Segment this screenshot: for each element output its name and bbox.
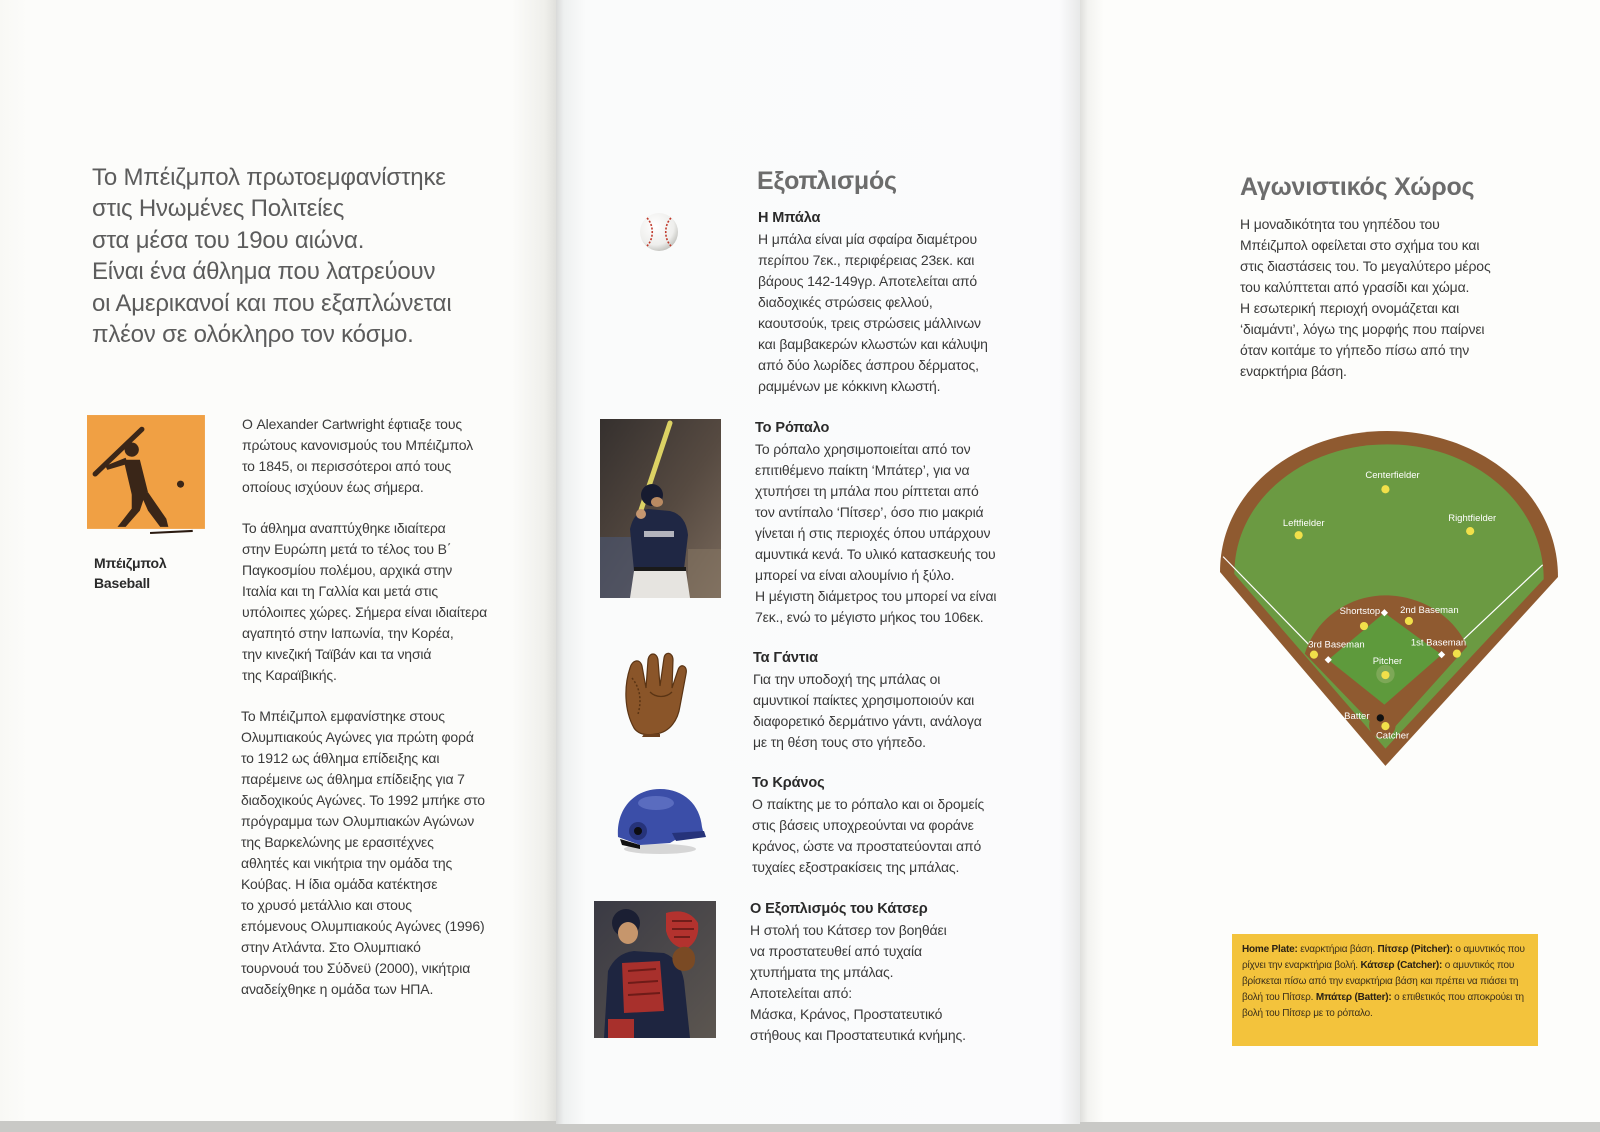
position-label-third-baseman: 3rd Baseman	[1308, 639, 1365, 651]
position-dot-rightfielder	[1466, 527, 1474, 535]
position-label-rightfielder: Rightfielder	[1448, 512, 1497, 524]
batter-hands	[636, 509, 646, 519]
position-label-batter: Batter	[1344, 710, 1370, 722]
equipment-heading: Το Ρόπαλο	[755, 420, 830, 436]
equipment-text: Για την υποδοχή της μπάλας οι αμυντικοί παίκτες χρησιμοποιούν και διαφορετικό δερμάτινο γάντι, ανάλογα με τη θέση τους στο γήπεδο.	[753, 671, 982, 750]
history-paragraph-2: Το άθλημα αναπτύχθηκε ιδιαίτερα στην Ευρώπη μετά το τέλος του Β΄ Παγκοσμίου πολέμου, αρχικά στην Ιταλία και τη Γαλλία και μετά στις υπόλοιπες χώρες. Σήμερα είναι ιδιαίτερα αγαπητό στην Ιαπωνία, την Κορέα, την κινεζική Ταϊβάν και τα νησιά της Καραϊβικής.	[242, 520, 488, 683]
legend-definition: εναρκτήρια βάση.	[1300, 944, 1375, 955]
history-paragraph-3: Το Μπέιζμπολ εμφανίστηκε στους Ολυμπιακούς Αγώνες για πρώτη φορά το 1912 ως άθλημα επίδειξης και παρέμεινε ως άθλημα επίδειξης για 7 διαδοχικούς Αγώνες. Το 1992 μπήκε στο πρόγραμμα των Ολυμπιακών Αγώνων της Βαρκελώνης με ερασιτέχνες αθλητές και νικήτρια την ομάδα της Κούβας. Η ίδια ομάδα κατέκτησε το χρυσό μετάλλιο και στους επόμενους Ολυμπιακούς Αγώνες (1996) στην Ατλάντα. Στο Ολυμπιακό τουρνουά του Σύδνεϋ (2000), νικήτρια αναδείχθηκε η ομάδα των ΗΠΑ.	[241, 708, 485, 997]
equipment-heading: Η Μπάλα	[758, 210, 821, 226]
pictogram-head	[125, 442, 139, 456]
history-paragraph-1: Ο Alexander Cartwright έφτιαξε τους πρώτους κανονισμούς του Μπέιζμπολ το 1845, οι περισσότεροι από τους οποίους ισχύουν έως σήμερα.	[242, 416, 473, 495]
batter-face	[651, 497, 663, 507]
position-label-shortstop: Shortstop	[1339, 605, 1381, 617]
baseball-field-diagram	[1219, 429, 1559, 769]
position-dot-centerfielder	[1381, 485, 1389, 493]
shin-guard	[608, 1019, 634, 1038]
pictogram-base-line	[150, 531, 193, 533]
helmet-highlight	[638, 796, 674, 810]
helmet-icon	[610, 781, 707, 859]
equipment-item-catcher-gear	[750, 899, 966, 1046]
position-dot-leftfielder	[1295, 531, 1303, 539]
field-description: Η μοναδικότητα του γηπέδου του Μπέιζμπολ οφείλεται στο σχήμα του και στις διαστάσεις του. Το μεγαλύτερο μέρος του καλύπτεται από γρασίδι και χώμα. Η εσωτερική περιοχή ονομάζεται και ‘διαμάντι’, λόγω της μορφής που παίρνει όταν κοιτάμε το γήπεδο πίσω από την εναρκτήρια βάση.	[1240, 216, 1491, 379]
position-dot-pitcher	[1381, 671, 1389, 679]
baseball-batter-pictogram-icon	[87, 413, 209, 535]
legend-term: Πίτσερ (Pitcher):	[1377, 944, 1453, 955]
glove-icon	[620, 648, 694, 737]
glove-wrist	[642, 734, 660, 737]
catcher-photo	[594, 901, 716, 1038]
position-label-first-baseman: 1st Baseman	[1410, 637, 1467, 649]
chest-protector	[622, 961, 664, 1013]
catcher-face	[618, 922, 638, 944]
position-label-leftfielder: Leftfielder	[1282, 517, 1325, 529]
position-label-centerfielder: Centerfielder	[1365, 470, 1420, 482]
position-dot-shortstop	[1360, 622, 1368, 630]
equipment-text: Η μπάλα είναι μία σφαίρα διαμέτρου περίπου 7εκ., περιφέρειας 23εκ. και βάρους 142-149γρ. Αποτελείται από διαδοχικές στρώσεις φελλού, καουτσούκ, τρεις στρώσεις μάλλινων και βαμβακερών κλωστών και κάλυψη από δύο λωρίδες άσπρου δέρματος, ραμμένων με κόκκινη κλωστή.	[758, 231, 988, 394]
position-label-pitcher: Pitcher	[1372, 655, 1403, 667]
baseball-ball-icon	[638, 211, 680, 253]
field-legend-box	[1232, 934, 1538, 1046]
position-dot-catcher	[1381, 722, 1389, 730]
position-label-second-baseman: 2nd Baseman	[1400, 604, 1459, 616]
equipment-item-bat	[755, 418, 996, 628]
intro-text: Το Μπέιζμπολ πρωτοεμφανίστηκε στις Ηνωμένες Πολιτείες στα μέσα του 19ου αιώνα. Είναι ένα άθλημα που λατρεύουν οι Αμερικανοί και που εξαπλώνεται πλέον σε ολόκληρο τον κόσμο.	[92, 164, 452, 349]
legend-term: Κάτσερ (Catcher):	[1360, 960, 1443, 971]
equipment-title: Εξοπλισμός	[757, 167, 897, 195]
photo-stands	[688, 549, 721, 598]
position-dot-batter	[1377, 714, 1384, 721]
position-dot-second-baseman	[1405, 617, 1413, 625]
equipment-item-ball	[758, 208, 988, 397]
batter-belt	[634, 567, 686, 571]
position-dot-first-baseman	[1453, 650, 1461, 658]
batter-pants	[630, 571, 690, 598]
photo-stands	[600, 537, 636, 598]
equipment-heading: Τα Γάντια	[753, 650, 818, 666]
legend-definition: ο αμυντικός που βρίσκεται πίσω από την εναρκτήρια βάση και πρέπει να πιάσει τη βολή του Πίτσερ.	[1242, 960, 1519, 1003]
helmet-ear-hole	[634, 827, 642, 835]
ball-body	[640, 213, 678, 251]
pictogram-label	[94, 553, 166, 593]
legend-term: Μπάτερ (Batter):	[1315, 992, 1392, 1003]
equipment-text: Το ρόπαλο χρησιμοποιείται από τον επιτιθέμενο παίκτη ‘Μπάτερ’, για να χτυπήσει τη μπάλα που ρίπτεται από τον αντίπαλο ‘Πίτσερ’, όσο πιο μακριά γίνεται ή στις περιοχές όπου υπάρχουν αμυντικά κενά. Το υλικό κατασκευής του μπορεί να είναι αλουμίνιο ή ξύλο. Η μέγιστη διάμετρος του μπορεί να είναι 7εκ., ενώ το μέγιστο μήκος του 106εκ.	[755, 441, 997, 625]
pictogram-ball	[177, 481, 184, 488]
position-label-catcher: Catcher	[1375, 730, 1410, 742]
legend-definition: ο αμυντικός που ρίχνει την εναρκτήρια βολή.	[1242, 944, 1525, 971]
equipment-text: Η στολή του Κάτσερ τον βοηθάει να προστατευθεί από τυχαία χτυπήματα της μπάλας. Αποτελείται από: Μάσκα, Κράνος, Προστατευτικό στήθους και Προστατευτικά κνήμης.	[750, 922, 966, 1043]
batter-photo	[600, 419, 721, 598]
glove-body	[626, 653, 686, 734]
equipment-text: Ο παίκτης με το ρόπαλο και οι δρομείς στις βάσεις υποχρεούνται να φοράνε κράνος, ώστε να προστατεύονται από τυχαίες εξοστρακίσεις της μπάλας.	[752, 796, 985, 875]
jersey-lettering	[644, 531, 674, 537]
equipment-item-gloves	[753, 648, 982, 753]
equipment-heading: Το Κράνος	[752, 775, 825, 791]
pictogram-label-english: Baseball	[94, 575, 150, 591]
pictogram-background	[87, 415, 205, 529]
legend-term: Home Plate:	[1242, 944, 1298, 955]
equipment-heading: Ο Εξοπλισμός του Κάτσερ	[750, 901, 928, 917]
legend-definition: ο επιθετικός που αποκρούει τη βολή του Πίτσερ με το ρόπαλο.	[1242, 992, 1524, 1019]
pictogram-label-greek: Μπέιζμπολ	[94, 555, 167, 571]
field-title: Αγωνιστικός Χώρος	[1240, 173, 1475, 201]
position-dot-third-baseman	[1310, 651, 1318, 659]
equipment-item-helmet	[752, 773, 984, 878]
